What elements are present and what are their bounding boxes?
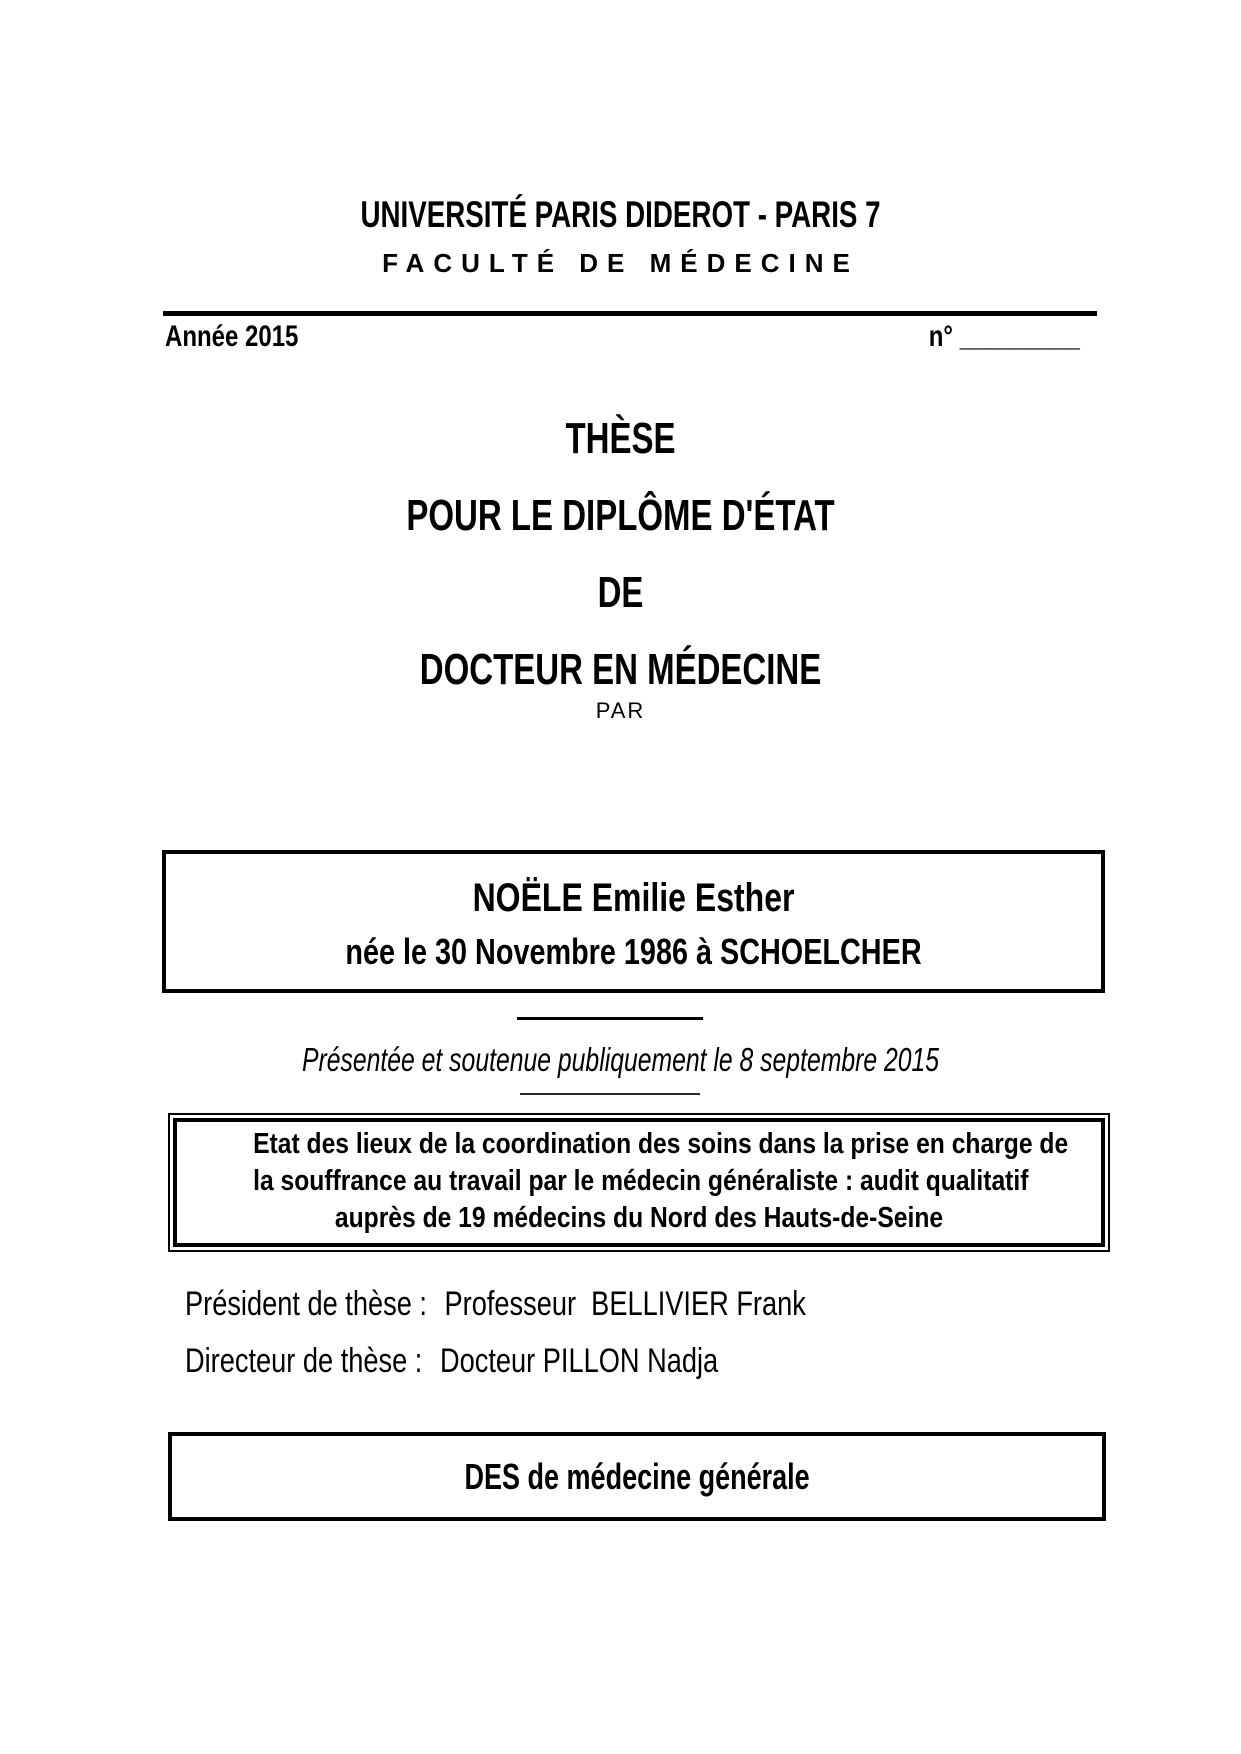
author-birth: née le 30 Novembre 1986 à SCHOELCHER (345, 931, 922, 972)
divider-bottom (520, 1093, 700, 1095)
jury-president-role: Président de thèse : (185, 1285, 427, 1323)
year-label-text: Année 2015 (165, 320, 299, 353)
thesis-title-box (168, 1113, 1110, 1252)
jury-director-role: Directeur de thèse : (185, 1342, 423, 1380)
author-box (162, 850, 1105, 993)
des-label: DES de médecine générale (464, 1455, 810, 1497)
author-name: NOËLE Emilie Esther (472, 876, 795, 920)
heading-de: DE (597, 568, 644, 617)
thesis-title-box-inner (173, 1118, 1105, 1247)
faculty-name: FACULTÉ DE MÉDECINE (382, 248, 859, 278)
year-label (165, 320, 332, 354)
jury-director-row (185, 1342, 718, 1381)
defense-statement: Présentée et soutenue publiquement le 8 septembre 2015 (301, 1041, 940, 1078)
jury-director-person: Docteur PILLON Nadja (439, 1342, 719, 1380)
heading-diplome: POUR LE DIPLÔME D'ÉTAT (406, 491, 835, 540)
header-separator-rule (163, 311, 1097, 316)
thesis-number-text: n° _________ (928, 320, 1080, 353)
thesis-title-line: la souffrance au travail par le médecin généraliste : audit qualitatif (253, 1165, 1029, 1197)
des-box (168, 1432, 1106, 1521)
par-label: PAR (595, 698, 646, 723)
jury-president-person: Professeur BELLIVIER Frank (444, 1285, 806, 1323)
thesis-title-line: auprès de 19 médecins du Nord des Hauts-de-Seine (334, 1202, 944, 1234)
jury-president-row (185, 1285, 806, 1324)
thesis-number-label (891, 320, 1080, 354)
divider-top (517, 1017, 703, 1020)
heading-these: THÈSE (565, 414, 676, 463)
university-name-text: UNIVERSITÉ PARIS DIDEROT - PARIS 7 (360, 194, 881, 235)
university-name (0, 194, 1241, 236)
heading-docteur: DOCTEUR EN MÉDECINE (419, 645, 822, 694)
thesis-title-line: Etat des lieux de la coordination des soins dans la prise en charge de (253, 1128, 1069, 1160)
